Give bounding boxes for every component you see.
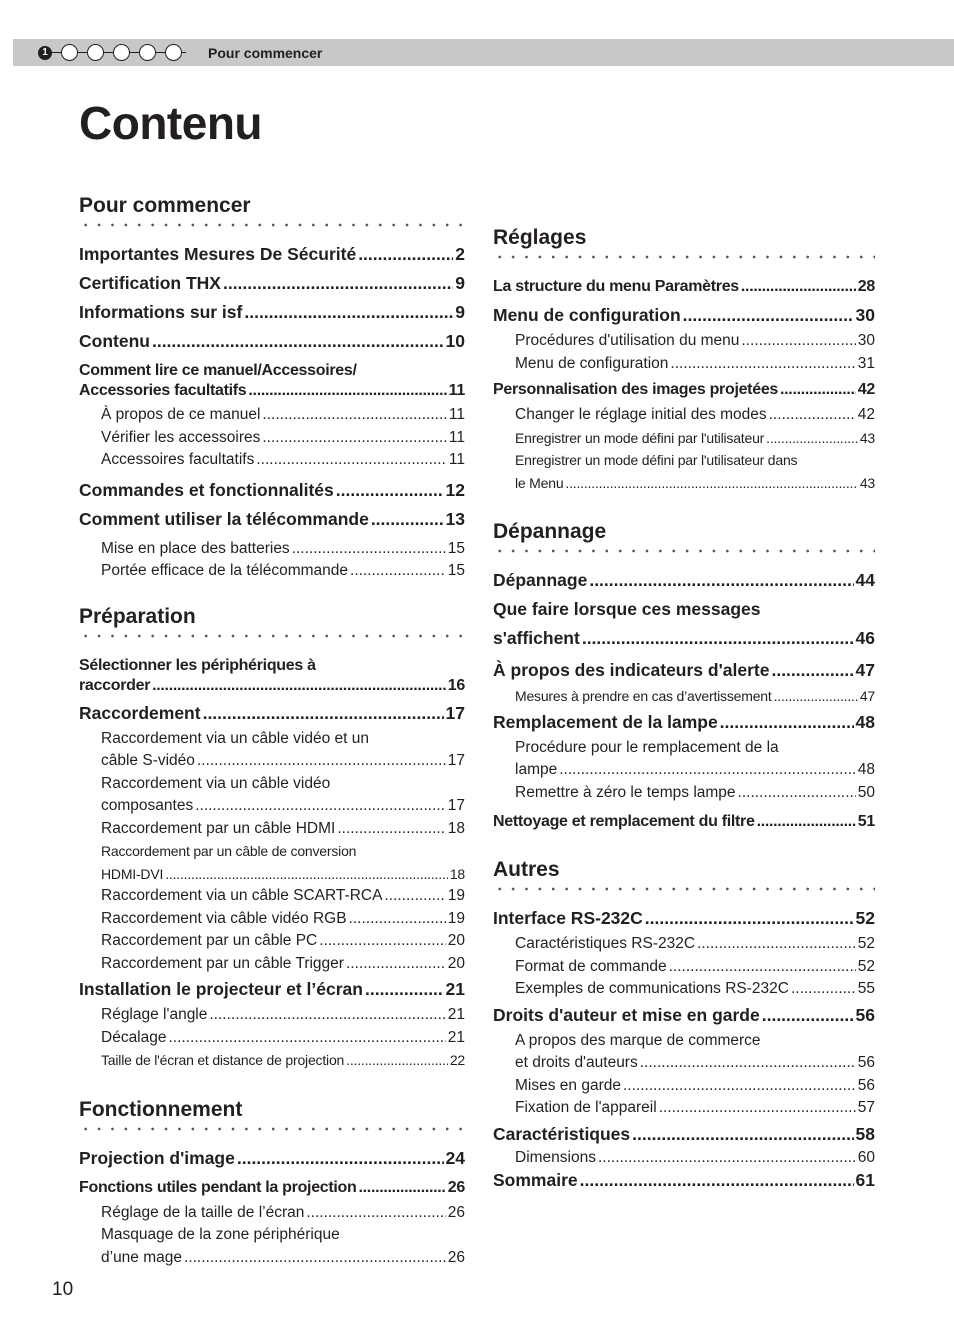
toc-entry-label: Fixation de l'appareil [515,1099,657,1116]
toc-subentry[interactable] [79,427,465,450]
toc-entry-page: 21 [445,979,465,999]
toc-entry[interactable] [79,298,465,327]
toc-entry-page: 26 [447,1203,465,1221]
chapter-dot [61,44,78,61]
dotted-rule [493,886,875,892]
toc-subentry[interactable] [79,1027,465,1050]
toc-entry-label: Fonctions utiles pendant la projection [79,1178,357,1196]
toc-entry-label: Certification THX [79,273,221,293]
toc-subentry[interactable] [79,1004,465,1027]
toc-entry[interactable] [79,356,465,404]
toc-subentry[interactable] [493,1030,875,1075]
toc-entry-page: 11 [448,382,465,399]
toc-entry-page: 17 [445,702,465,723]
toc-subentry[interactable] [493,685,875,708]
toc-entry-label: Accessories facultatifs [79,382,247,399]
toc-entry-page: 43 [859,429,875,446]
toc-entry-label: Que faire lorsque ces messages [493,599,761,619]
toc-entry-label: Sommaire [493,1169,578,1190]
toc-subentry[interactable] [79,773,465,818]
chapter-number: 1 [42,47,48,58]
toc-subentry[interactable] [79,404,465,427]
toc-subentry[interactable] [493,330,875,353]
section-title: Préparation [79,604,196,628]
toc-subentry[interactable] [79,538,465,561]
toc-subentry[interactable] [493,427,875,450]
toc-subentry[interactable] [79,885,465,908]
toc-entry-page: 19 [447,909,465,927]
toc-subentry[interactable] [493,956,875,979]
toc-entry[interactable] [493,1167,875,1193]
toc-entry-page: 56 [857,1076,875,1094]
toc-entry-page: 18 [449,865,465,882]
toc-entry-page: 51 [857,813,875,830]
toc-entry-label: Contenu [79,331,150,351]
toc-entry-page: 12 [445,479,465,500]
toc-entry[interactable] [79,1173,465,1202]
toc-entry-label: Enregistrer un mode défini par l'utilisateur [515,429,765,446]
toc-entry[interactable] [493,301,875,330]
toc-entry[interactable] [79,269,465,298]
toc-entry[interactable] [79,476,465,505]
toc-entry-page: 11 [448,451,465,468]
toc-entry-label: Accessoires facultatifs [101,451,255,468]
toc-entry-page: 15 [447,562,465,579]
toc-subentry[interactable] [493,449,875,494]
toc-entry-page: 18 [447,819,465,837]
toc-entry-label: Nettoyage et remplacement du filtre [493,813,755,830]
toc-entry-label: Droits d'auteur et mise en garde [493,1004,760,1025]
toc-entry-page: 20 [447,932,465,949]
toc-entry-label: le Menu [515,474,564,491]
toc-entry-page: 56 [855,1004,875,1025]
toc-entry-page: 55 [857,980,875,997]
toc-entry-label: A propos des marque de commerce [515,1031,761,1049]
toc-entry-label: Mesures à prendre en cas d’avertissement [515,688,772,704]
toc-entry[interactable] [493,904,875,933]
section-title: Pour commencer [79,194,251,217]
toc-entry-page: 52 [855,908,875,928]
toc-entry-page: 52 [857,957,875,975]
toc-entry-page: 61 [855,1169,875,1190]
toc-entry[interactable] [493,656,875,685]
toc-entry[interactable] [493,1120,875,1149]
toc-entry-label: raccorder [79,676,151,694]
toc-subentry[interactable] [79,1224,465,1269]
toc-subentry[interactable] [79,1049,465,1072]
toc-entry[interactable] [79,975,465,1004]
chapter-dot [87,44,104,61]
toc-entry[interactable] [493,1001,875,1030]
toc-entry-label: Mises en garde [515,1076,621,1094]
toc-entry-label: Caractéristiques [493,1123,631,1144]
toc-entry[interactable] [493,595,875,624]
toc-entry[interactable] [79,699,465,728]
toc-entry-label: Réglage de la taille de l’écran [101,1203,305,1221]
toc-entry-page: 10 [445,331,465,351]
toc-entry[interactable] [79,505,465,534]
toc-entry-label: Importantes Mesures De Sécurité [79,244,357,264]
toc-subentry[interactable] [493,1149,875,1167]
toc-entry-label: Sélectionner les périphériques à [79,656,316,674]
toc-entry-page: 42 [857,381,875,398]
toc-entry-label: composantes [101,797,194,814]
toc-entry-page: 44 [855,570,875,590]
chapter-dot [165,44,182,61]
toc-entry-label: Portée efficace de la télécommande [101,562,349,579]
chapter-dot [113,44,130,61]
toc-entry-label: Changer le réglage initial des modes [515,406,767,423]
toc-subentry[interactable] [493,353,875,376]
toc-entry[interactable] [493,272,875,301]
toc-entry-label: Commandes et fonctionnalités [79,479,334,500]
toc-entry-label: À propos des indicateurs d'alerte [493,660,770,680]
toc-entry-page: 15 [447,539,465,557]
toc-entry-label: Procédures d'utilisation du menu [515,332,740,349]
toc-subentry[interactable] [493,1075,875,1098]
toc-entry[interactable] [493,375,875,404]
toc-subentry[interactable] [493,737,875,782]
toc-entry-label: La structure du menu Paramètres [493,278,739,295]
dotted-rule [493,254,875,260]
toc-entry-page: 9 [455,273,465,293]
toc-entry-label: Remplacement de la lampe [493,711,718,732]
toc-entry-page: 57 [857,1099,875,1116]
toc-entry[interactable] [79,651,465,699]
toc-entry[interactable] [79,240,465,269]
toc-entry-label: Raccordement [79,702,201,723]
toc-entry-page: 24 [445,1147,465,1168]
toc-entry-label: Dimensions [515,1148,596,1166]
toc-entry-page: 20 [447,954,465,972]
toc-entry-label: Taille de l'écran et distance de projection [101,1052,345,1068]
toc-entry-label: Mise en place des batteries [101,539,290,557]
header-section-label: Pour commencer [208,45,323,61]
toc-entry-label: Masquage de la zone périphérique [101,1226,340,1243]
chapter-dot [139,44,156,61]
dotted-rule [79,633,465,639]
toc-entry-page: 22 [449,1052,465,1068]
toc-entry-page: 50 [857,783,875,801]
toc-entry[interactable] [493,708,875,737]
page-number: 10 [52,1279,74,1300]
toc-subentry[interactable] [493,933,875,956]
toc-entry-label: Raccordement via un câble vidéo et un [101,729,369,747]
toc-entry-page: 42 [857,406,875,423]
dotted-rule [493,548,875,554]
page-title: Contenu [79,97,263,149]
toc-entry-label: Raccordement via un câble vidéo [101,774,331,792]
toc-entry-page: 19 [447,887,465,904]
section-title: Réglages [493,226,587,249]
toc-entry-label: câble S-vidéo [101,752,195,769]
toc-entry-page: 31 [857,354,875,372]
toc-entry-page: 30 [855,305,875,325]
toc-entry-label: Caractéristiques RS-232C [515,935,696,952]
toc-entry-label: s'affichent [493,628,580,648]
toc-entry-label: Raccordement par un câble HDMI [101,819,336,837]
chapter-progress-dots [38,43,191,62]
toc-entry[interactable] [493,566,875,595]
toc-entry-label: Décalage [101,1028,167,1046]
toc-entry-label: Projection d'image [79,1147,235,1168]
toc-entry-label: Raccordement via câble vidéo RGB [101,909,347,927]
toc-subentry[interactable] [79,840,465,885]
toc-subentry[interactable] [79,908,465,931]
toc-entry-label: Format de commande [515,957,667,975]
toc-entry-label: et droits d'auteurs [515,1054,638,1071]
toc-entry-label: Exemples de communications RS-232C [515,980,789,997]
toc-entry-page: 2 [455,244,465,264]
toc-entry-label: Remettre à zéro le temps lampe [515,783,736,801]
toc-entry-page: 26 [447,1248,465,1266]
toc-subentry[interactable] [79,728,465,773]
toc-entry-label: HDMI-DVI [101,865,164,882]
toc-entry-label: Réglage l'angle [101,1006,208,1023]
toc-entry[interactable] [79,327,465,356]
toc-entry-page: 58 [855,1123,875,1144]
toc-subentry[interactable] [79,930,465,953]
toc-entry-page: 46 [855,628,875,648]
section-title: Autres [493,858,560,881]
toc-entry-label: Interface RS-232C [493,908,643,928]
toc-entry-label: Informations sur isf [79,302,243,322]
toc-entry-label: Procédure pour le remplacement de la [515,738,779,756]
toc-entry-page: 17 [447,752,465,769]
toc-entry-page: 13 [445,508,465,529]
toc-entry-page: 26 [447,1178,465,1196]
toc-entry-label: Enregistrer un mode défini par l'utilisateur dans [515,452,798,468]
toc-entry-page: 21 [447,1028,465,1046]
toc-entry-label: Vérifier les accessoires [101,428,261,446]
toc-entry-page: 48 [855,711,875,732]
toc-entry-page: 11 [448,428,465,446]
toc-entry-page: 11 [448,406,465,423]
toc-entry-label: Raccordement via un câble SCART-RCA [101,887,383,904]
toc-entry-label: Dépannage [493,570,588,590]
toc-entry-label: Menu de configuration [493,305,681,325]
toc-entry-page: 30 [857,332,875,349]
toc-subentry[interactable] [493,1097,875,1120]
section-title: Fonctionnement [79,1097,243,1121]
toc-entry[interactable] [493,807,875,836]
toc-subentry[interactable] [79,1202,465,1225]
toc-entry-label: Comment utiliser la télécommande [79,508,369,529]
toc-subentry[interactable] [493,782,875,805]
toc-entry[interactable] [79,1144,465,1173]
toc-entry-label: Raccordement par un câble Trigger [101,954,344,972]
toc-subentry[interactable] [493,404,875,427]
toc-subentry[interactable] [493,978,875,1001]
toc-entry-page: 48 [857,761,875,778]
toc-entry-label: Raccordement par un câble PC [101,932,318,949]
toc-entry-label: À propos de ce manuel [101,406,261,423]
section-title: Dépannage [493,520,607,543]
toc-entry-label: Installation le projecteur et l’écran [79,979,363,999]
toc-entry-page: 43 [859,474,875,491]
toc-subentry[interactable] [79,953,465,976]
toc-entry-page: 52 [857,935,875,952]
toc-left-column [79,192,465,1269]
toc-entry-page: 16 [447,676,465,694]
dotted-rule [79,222,465,228]
toc-entry-label: Personnalisation des images projetées [493,381,779,398]
toc-subentry[interactable] [79,449,465,472]
toc-entry[interactable] [493,624,875,653]
toc-entry-page: 60 [857,1148,875,1166]
toc-subentry[interactable] [79,818,465,841]
toc-entry-label: d’une mage [101,1248,183,1266]
toc-subentry[interactable] [79,560,465,583]
toc-entry-page: 47 [859,688,875,704]
toc-entry-page: 21 [447,1006,465,1023]
toc-entry-label: lampe [515,761,558,778]
toc-entry-label: Menu de configuration [515,354,669,372]
toc-entry-page: 28 [857,278,875,295]
dotted-rule [79,1126,465,1132]
toc-entry-page: 56 [857,1054,875,1071]
toc-entry-label: Raccordement par un câble de conversion [101,843,357,859]
toc-entry-label: Comment lire ce manuel/Accessoires/ [79,362,357,379]
toc-entry-page: 17 [447,797,465,814]
toc-entry-page: 47 [855,660,875,680]
toc-entry-page: 9 [455,302,465,322]
chapter-dot-active [38,46,52,60]
toc-right-column [493,224,875,1193]
